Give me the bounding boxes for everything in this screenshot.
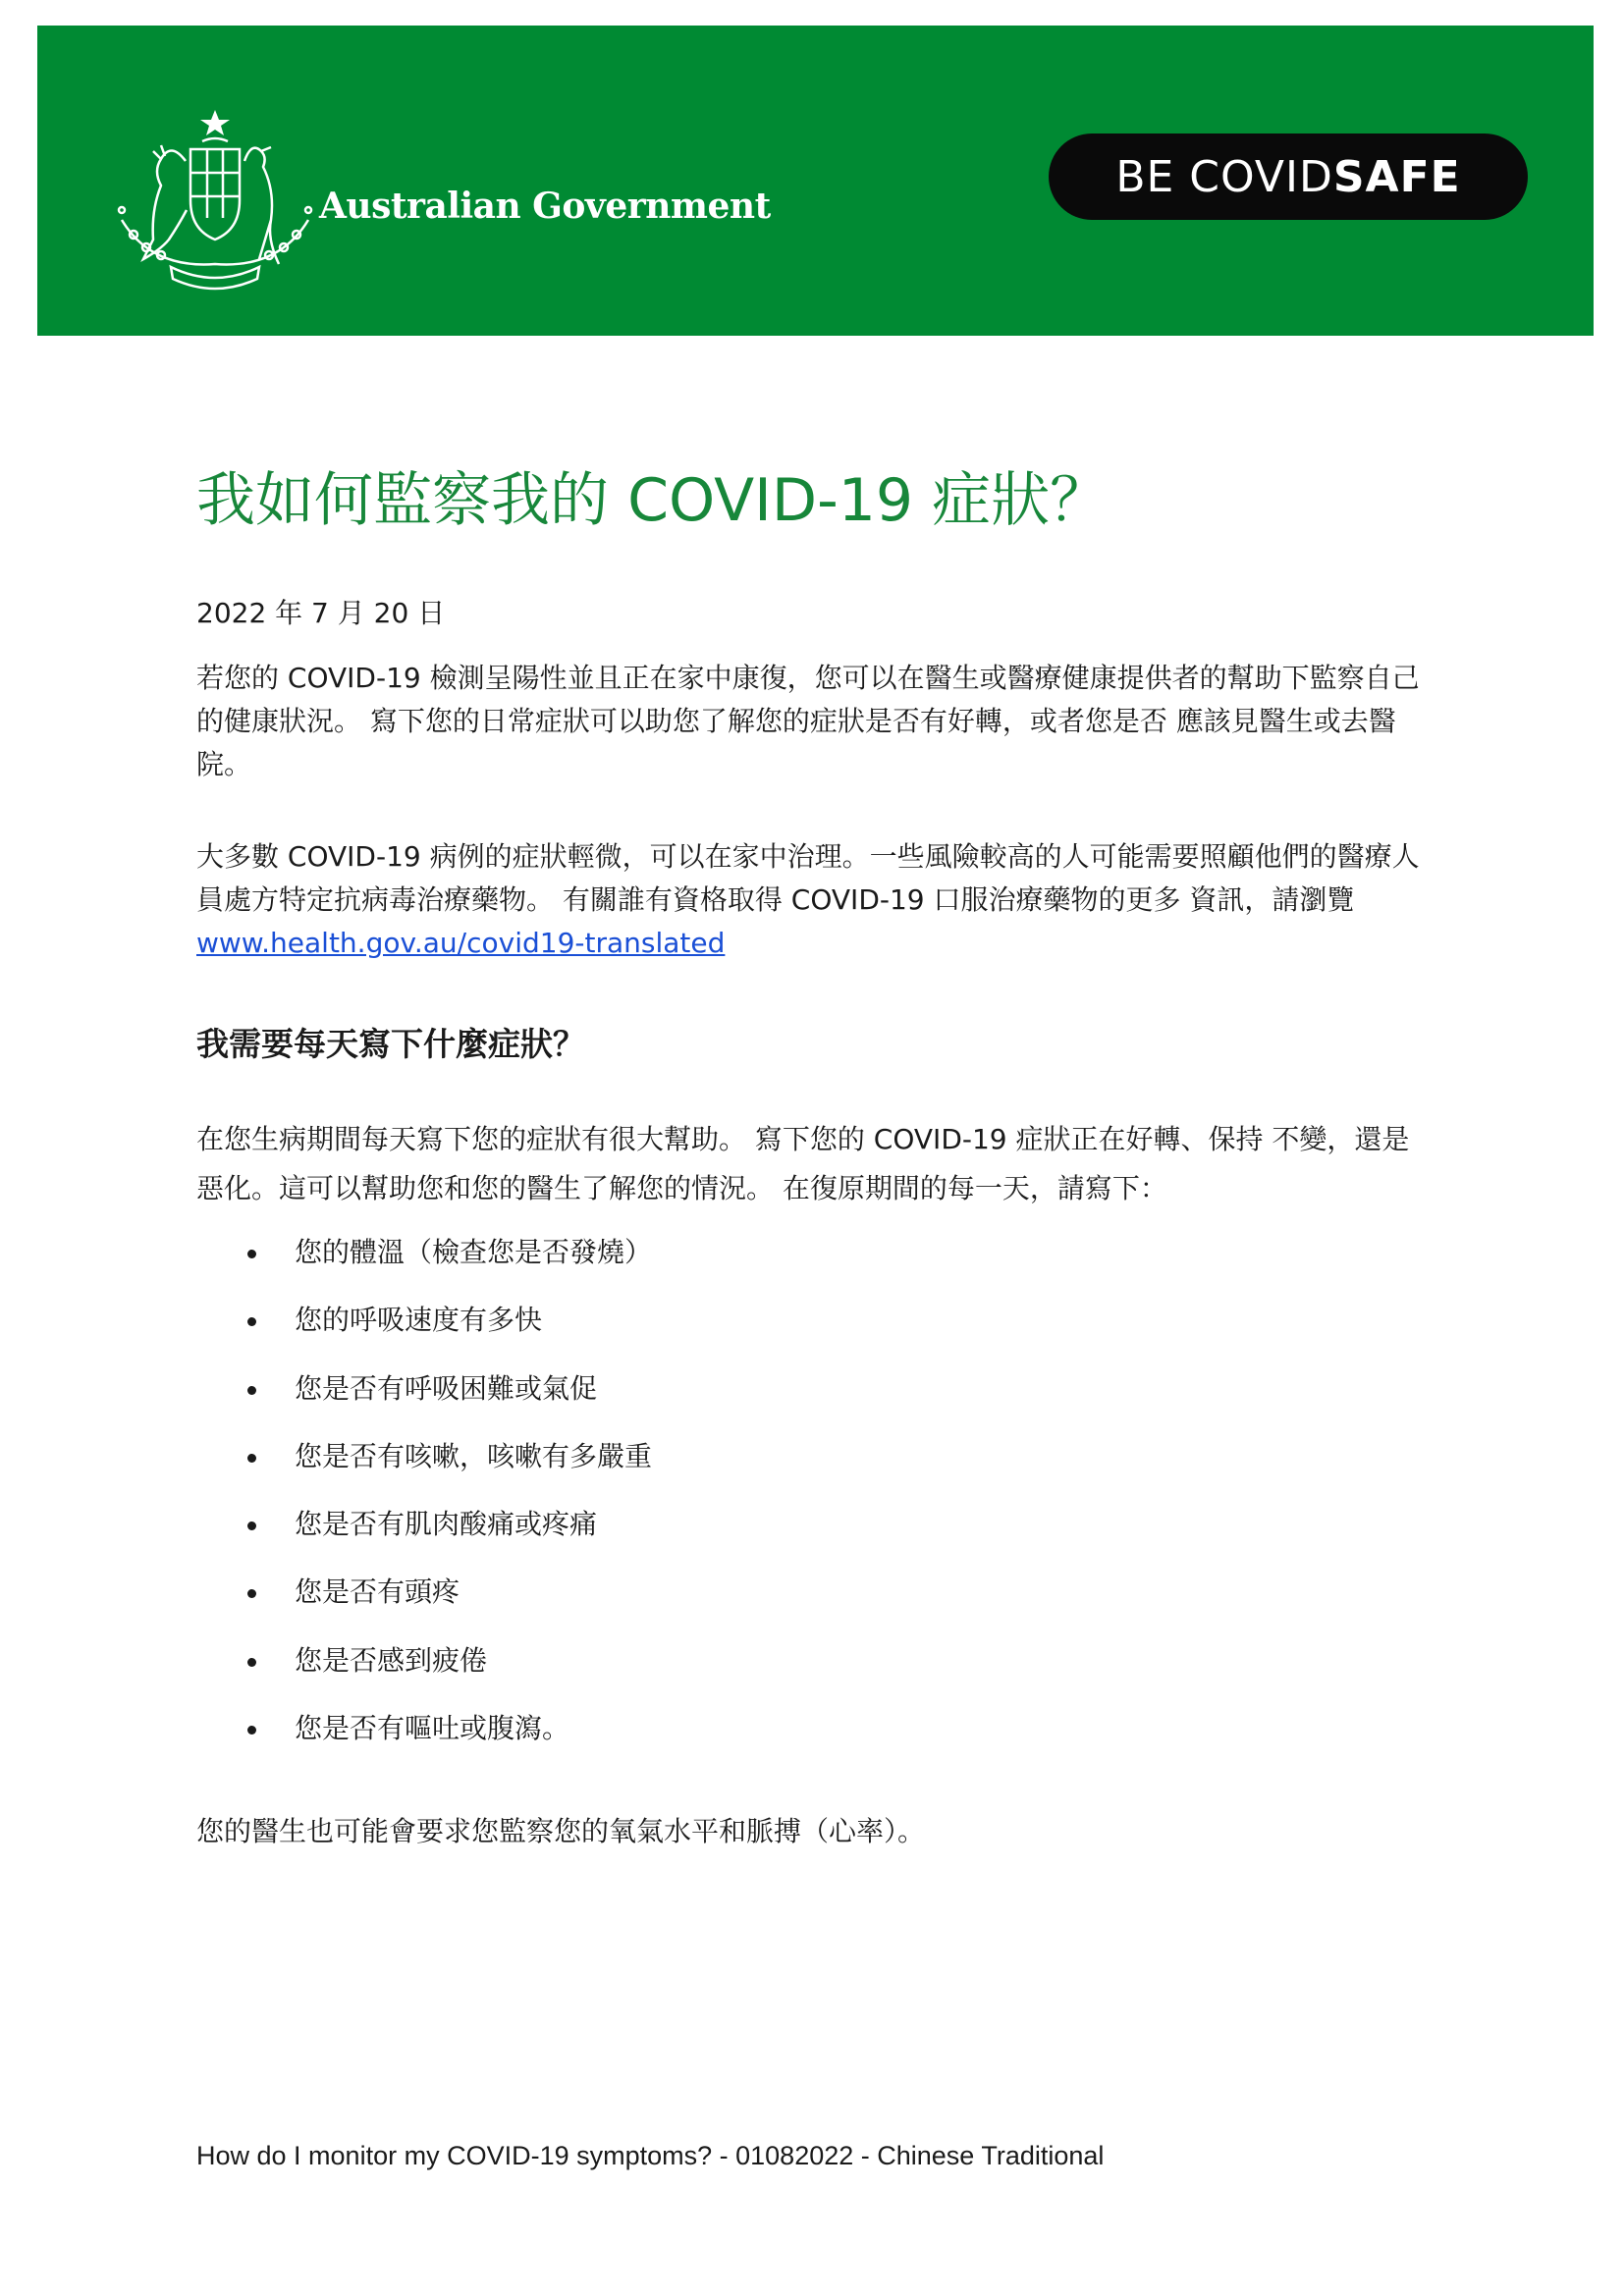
list-item: 您的體溫（檢查您是否發燒） [196, 1233, 1375, 1301]
bullet-icon [247, 1317, 256, 1326]
campaign-light: BE COVID [1115, 151, 1333, 202]
section-intro-paragraph: 在您生病期間每天寫下您的症狀有很大幫助。 寫下您的 COVID-19 症狀正在好轉、保持 不變，還是惡化。這可以幫助您和您的醫生了解您的情況。 在復原期間的每一天，請寫下： [196, 1123, 1410, 1204]
coat-of-arms-icon [92, 102, 338, 298]
bullet-icon [247, 1386, 256, 1395]
campaign-bold: SAFE [1332, 151, 1461, 202]
header-banner [37, 26, 1594, 336]
list-item: 您是否有咳嗽，咳嗽有多嚴重 [196, 1437, 1375, 1505]
publication-date: 2022 年 7 月 20 日 [196, 597, 446, 629]
list-item: 您是否有呼吸困難或氣促 [196, 1369, 1375, 1437]
section-heading: 我需要每天寫下什麼症狀？ [196, 1025, 585, 1063]
intro-paragraph: 若您的 COVID-19 檢測呈陽性並且正在家中康復，您可以在醫生或醫療健康提供者的幫助下監察自己的健康狀況。 寫下您的日常症狀可以助您了解您的症狀是否有好轉，或者您是否 應該見醫生或去醫院。 [196, 662, 1420, 780]
list-item: 您是否有頭疼 [196, 1573, 1375, 1640]
be-covidsafe-logo [1049, 133, 1528, 220]
bullet-icon [247, 1250, 256, 1258]
page-footer: How do I monitor my COVID-19 symptoms? - 01082022 - Chinese Traditional [196, 2141, 1105, 2170]
bullet-icon [247, 1454, 256, 1463]
health-website-link[interactable]: www.health.gov.au/covid19-translated [196, 927, 726, 959]
organization-name: Australian Government [319, 186, 771, 227]
treatment-text: 大多數 COVID-19 病例的症狀輕微，可以在家中治理。一些風險較高的人可能需要照顧他們的醫療人員處方特定抗病毒治療藥物。 有關誰有資格取得 COVID-19 口服治療藥物的更多 資訊，請瀏覽 [196, 840, 1420, 916]
treatment-paragraph [196, 835, 1434, 965]
list-item: 您的呼吸速度有多快 [196, 1301, 1375, 1368]
closing-paragraph: 您的醫生也可能會要求您監察您的氧氣水平和脈搏（心率）。 [196, 1815, 926, 1847]
list-item: 您是否有嘔吐或腹瀉。 [196, 1709, 1375, 1777]
bullet-icon [247, 1589, 256, 1598]
list-item: 您是否感到疲倦 [196, 1641, 1375, 1709]
list-item: 您是否有肌肉酸痛或疼痛 [196, 1505, 1375, 1573]
symptom-list [196, 1233, 1375, 1777]
bullet-icon [247, 1522, 256, 1530]
bullet-icon [247, 1658, 256, 1667]
bullet-icon [247, 1726, 256, 1735]
page-title: 我如何監察我的 COVID-19 症狀？ [196, 466, 1110, 535]
